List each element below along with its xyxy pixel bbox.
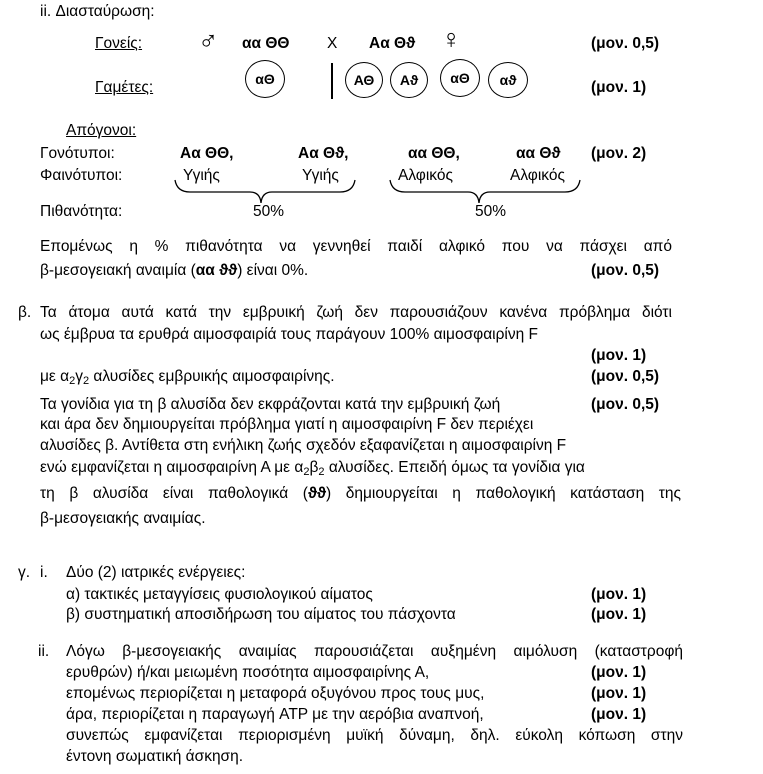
section-c-ii-line-3: επομένως περιορίζεται η μεταφορά οξυγόνου προς τους μυς, bbox=[66, 685, 485, 702]
probability-label: Πιθανότητα: bbox=[40, 203, 123, 220]
section-b-line-1: Τα άτομα αυτά κατά την εμβρυική ζωή δεν παρουσιάζουν κανένα πρόβλημα διότι bbox=[40, 304, 672, 321]
section-c-item-b-points: (μον. 1) bbox=[591, 606, 647, 623]
conclusion-line-2: β-μεσογειακή αναιμία (αα ϑϑ) είναι 0%. bbox=[40, 262, 309, 279]
gametes-label: Γαμέτες: bbox=[95, 79, 154, 96]
gamete-female-4: αϑ bbox=[488, 62, 528, 98]
offspring-label: Απόγονοι: bbox=[66, 122, 137, 139]
section-c-ii-line-2-points: (μον. 1) bbox=[591, 664, 647, 681]
gamete-female-2: Αϑ bbox=[390, 62, 428, 98]
phenotype-4: Αλφικός bbox=[510, 167, 565, 184]
female-genotype: Αα Θϑ bbox=[369, 35, 416, 52]
genotype-2: Αα Θϑ, bbox=[298, 145, 349, 162]
probability-2: 50% bbox=[475, 203, 507, 220]
section-c-ii-line-2: ερυθρών) ή/και μειωμένη ποσότητα αιμοσφαιρίνης Α, bbox=[66, 664, 430, 681]
section-c-item-b: β) συστηματική αποσιδήρωση του αίματος του πάσχοντα bbox=[66, 606, 456, 623]
section-b-marker: β. bbox=[18, 304, 32, 321]
male-genotype: αα ΘΘ bbox=[242, 35, 290, 52]
section-b-line-6: αλυσίδες β. Αντίθετα στη ενήλικη ζωής σχεδόν εξαφανίζεται η αιμοσφαιρίνη F bbox=[40, 437, 567, 454]
conclusion-line-1: Επομένως η % πιθανότητα να γεννηθεί παιδί αλφικό που να πάσχει από bbox=[40, 238, 672, 255]
section-c-ii-line-1: Λόγω β-μεσογειακής αναιμίας παρουσιάζεται αυξημένη αιμόλυση (καταστροφή bbox=[66, 643, 683, 660]
phenotype-1: Υγιής bbox=[183, 167, 220, 184]
genotypes-points: (μον. 2) bbox=[591, 145, 647, 162]
section-b-line-9: β-μεσογειακής αναιμίας. bbox=[40, 510, 206, 527]
section-b-points-2: (μον. 0,5) bbox=[591, 368, 660, 385]
section-b-line-8: τη β αλυσίδα είναι παθολογικά (ϑϑ) δημιουργείται η παθολογική κατάσταση της bbox=[40, 485, 681, 502]
parents-label: Γονείς: bbox=[95, 35, 143, 52]
section-c-ii-line-6: έντονη σωματική άσκηση. bbox=[66, 748, 244, 765]
phenotype-3: Αλφικός bbox=[398, 167, 453, 184]
gamete-male-1: αΘ bbox=[245, 60, 285, 98]
section-b-points-1: (μον. 1) bbox=[591, 347, 647, 364]
gamete-female-3: αΘ bbox=[440, 59, 480, 97]
section-c-item-a-points: (μον. 1) bbox=[591, 586, 647, 603]
female-symbol-icon: ♀ bbox=[441, 24, 462, 54]
section-c-sub-i: i. bbox=[40, 564, 48, 581]
gamete-divider bbox=[331, 63, 333, 99]
genotype-4: αα Θϑ bbox=[516, 145, 561, 162]
section-b-line-4: Τα γονίδια για τη β αλυσίδα δεν εκφράζονται κατά την εμβρυική ζωή bbox=[40, 396, 501, 413]
cross-symbol: X bbox=[327, 35, 338, 52]
genotype-3: αα ΘΘ, bbox=[408, 145, 460, 162]
section-c-heading-i: Δύο (2) ιατρικές ενέργειες: bbox=[66, 564, 246, 581]
section-c-ii-line-3-points: (μον. 1) bbox=[591, 685, 647, 702]
conclusion-points: (μον. 0,5) bbox=[591, 262, 660, 279]
section-b-line-5: και άρα δεν δημιουργείται πρόβλημα γιατί η αιμοσφαιρίνη F δεν περιέχει bbox=[40, 416, 534, 433]
genotypes-label: Γονότυποι: bbox=[40, 145, 115, 162]
gametes-points: (μον. 1) bbox=[591, 79, 647, 96]
genotype-1: Αα ΘΘ, bbox=[180, 145, 234, 162]
section-c-ii-line-5: συνεπώς εμφανίζεται περιορισμένη μυϊκή δύναμη, δηλ. εύκολη κόπωση στην bbox=[66, 727, 683, 744]
cross-heading: ii. Διασταύρωση: bbox=[40, 3, 155, 20]
section-c-ii-line-4-points: (μον. 1) bbox=[591, 706, 647, 723]
probability-1: 50% bbox=[253, 203, 285, 220]
section-c-item-a: α) τακτικές μεταγγίσεις φυσιολογικού αίματος bbox=[66, 586, 373, 603]
phenotype-2: Υγιής bbox=[302, 167, 339, 184]
section-c-marker: γ. bbox=[18, 564, 31, 581]
gamete-female-1: ΑΘ bbox=[345, 62, 383, 98]
section-c-sub-ii: ii. bbox=[38, 643, 50, 660]
phenotypes-label: Φαινότυποι: bbox=[40, 167, 123, 184]
male-symbol-icon: ♂ bbox=[198, 26, 219, 56]
section-b-points-3: (μον. 0,5) bbox=[591, 396, 660, 413]
parents-points: (μον. 0,5) bbox=[591, 35, 660, 52]
section-c-ii-line-4: άρα, περιορίζεται η παραγωγή ATP με την αερόβια αναπνοή, bbox=[66, 706, 484, 723]
section-b-line-2: ως έμβρυα τα ερυθρά αιμοσφαιρίά τους παράγουν 100% αιμοσφαιρίνη F bbox=[40, 326, 539, 343]
section-b-line-3: με $\alpha_2\gamma_2$ αλυσίδες εμβρυικής αιμοσφαιρίνης. bbox=[40, 368, 335, 387]
section-b-line-7: ενώ εμφανίζεται η αιμοσφαιρίνη Α με $\alpha_2\beta_2$ αλυσίδες. Επειδή όμως τα γονίδια για bbox=[40, 459, 585, 478]
phenotype-braces bbox=[170, 160, 590, 205]
